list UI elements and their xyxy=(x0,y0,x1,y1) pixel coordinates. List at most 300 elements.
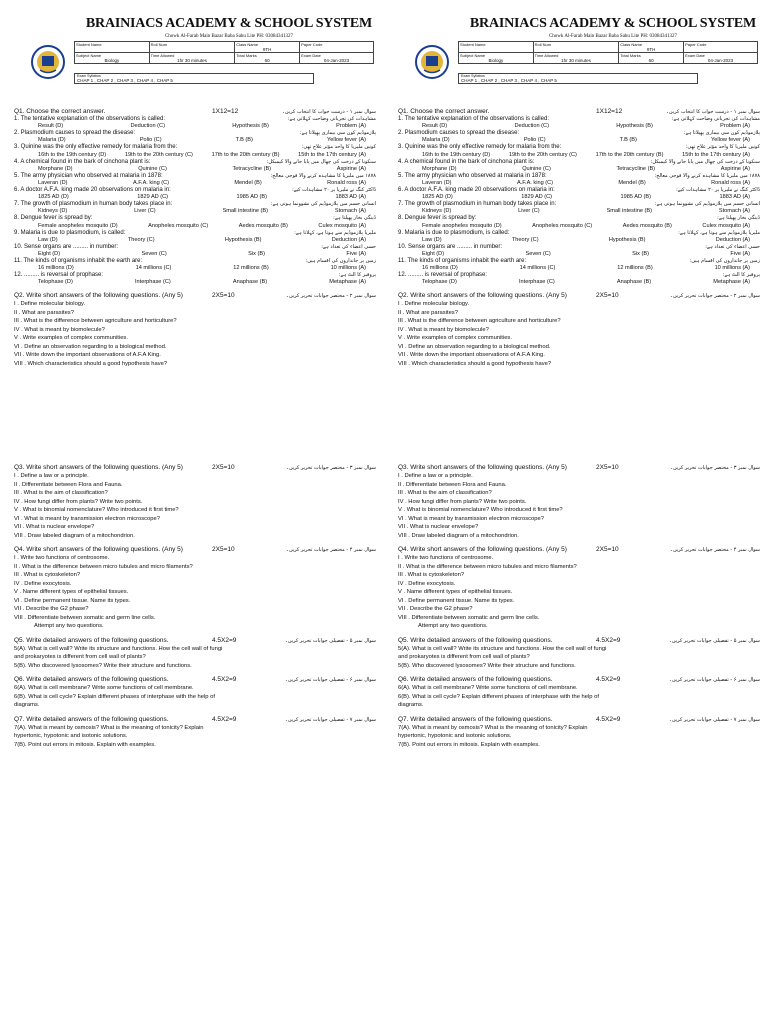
mcq-option: Yellow fever (A) xyxy=(711,137,750,144)
short-question-text: VI . Define permanent tissue. Name its types. xyxy=(398,597,515,604)
mcq-item xyxy=(14,272,376,286)
q4-note: Attempt any two questions. xyxy=(418,623,488,630)
q1-marks: 1X12=12 xyxy=(212,108,239,115)
q7-marks: 4.5X2=9 xyxy=(596,715,621,723)
student-name-label: Student Name xyxy=(76,42,102,47)
date-value: 04-Jan-2023 xyxy=(707,58,734,63)
q4-list xyxy=(14,554,376,622)
q7a: 7(A). What is meant by osmosis? What is the meaning of tonicity? Explain hypertonic, hypotonic and isotonic solutions. xyxy=(14,724,204,740)
short-question-text: VII . What is nuclear envelope? xyxy=(14,524,95,531)
mcq-item xyxy=(14,201,376,215)
mcq-option: Anopheles mosquito (C) xyxy=(148,222,209,229)
mcq-option: Polio (C) xyxy=(139,137,162,144)
paper-header xyxy=(14,14,376,102)
time-value: 1hr 30 minutes xyxy=(177,58,207,63)
mcq-option: Result (D) xyxy=(38,123,64,130)
mcq-question-urdu: زمین پر جانداروں کی اقسام ہیں: xyxy=(305,258,376,265)
short-question-text: III . What is the difference between agriculture and horticulture? xyxy=(398,318,561,325)
q5-marks: 4.5X2=9 xyxy=(212,636,237,644)
mcq-item xyxy=(398,230,760,244)
roll-num-label: Roll Num xyxy=(150,42,168,47)
mcq-question-urdu: کونین ملیریا کا واحد مؤثر علاج تھی: xyxy=(685,144,760,151)
q3-list xyxy=(398,472,760,540)
short-question xyxy=(14,309,376,318)
q6-urdu: سوال نمبر ۶ - تفصیلی جوابات تحریر کریں۔ xyxy=(284,677,376,684)
marks-value: 60 xyxy=(648,58,654,63)
short-question xyxy=(14,360,376,369)
mcq-option: 19th to the 20th century (C) xyxy=(508,151,577,158)
mcq-option: Metaphase (A) xyxy=(329,279,366,286)
mcq-question: 1. The tentative explanation of the observations is called: xyxy=(14,116,165,122)
subject-value: Biology xyxy=(104,58,120,63)
exam-date-label: Exam Date xyxy=(301,53,321,58)
q3-heading xyxy=(14,464,376,472)
mcq-question: 7. The growth of plasmodium in human body takes place in: xyxy=(14,201,173,208)
mcq-question: 10. Sense organs are ......... in number: xyxy=(398,243,503,250)
total-marks-label: Total Marks xyxy=(236,53,257,58)
mcq-option: Ronald ross (A) xyxy=(711,180,750,187)
short-question-text: I . Write two functions of centrosome. xyxy=(14,555,110,562)
mcq-question: 4. A chemical found in the bark of cinchona plant is: xyxy=(14,158,151,165)
q6a: 6(A). What is cell membrane? Write some functions of cell membrane. xyxy=(14,685,194,692)
paper-code-label: Paper Code xyxy=(685,42,707,47)
q3-urdu: سوال نمبر ۳ - مختصر جوابات تحریر کریں۔ xyxy=(286,465,376,472)
q6-urdu: سوال نمبر ۶ - تفصیلی جوابات تحریر کریں۔ xyxy=(668,677,760,684)
mcq-question: 2. Plasmodium causes to spread the disease: xyxy=(14,130,136,137)
q7-heading xyxy=(398,716,760,724)
mcq-item xyxy=(398,116,760,130)
short-question xyxy=(398,481,760,490)
subject-name-label: Subject Name xyxy=(76,53,102,58)
syllabus-box xyxy=(74,73,314,84)
mcq-option: 15th to the 17th century (A) xyxy=(682,151,750,158)
mcq-option: Yellow fever (A) xyxy=(327,137,366,144)
mcq-option: Culex mosquito (A) xyxy=(318,222,366,229)
short-question xyxy=(398,498,760,507)
short-question-text: V . What is binomial nomenclature? Who introduced it first time? xyxy=(14,507,179,514)
blank-gap xyxy=(398,368,760,458)
mcq-question: 9. Malaria is due to plasmodium, is called: xyxy=(14,229,126,236)
short-question xyxy=(398,343,760,352)
mcq-option: Eight (D) xyxy=(38,251,61,258)
short-question xyxy=(398,489,760,498)
q4-note: Attempt any two questions. xyxy=(34,623,104,630)
subject-value: Biology xyxy=(488,58,504,63)
paper-code-label: Paper Code xyxy=(301,42,323,47)
short-question xyxy=(14,481,376,490)
q7-urdu: سوال نمبر ۷ - تفصیلی جوابات تحریر کریں۔ xyxy=(668,716,760,723)
q1-heading xyxy=(14,108,376,116)
mcq-option: Five (A) xyxy=(730,251,750,258)
short-question-text: VI . Define an observation regarding to a biological method. xyxy=(14,343,167,350)
syllabus-box xyxy=(458,73,698,84)
short-question xyxy=(14,515,376,524)
mcq-option: Aedes mosquito (B) xyxy=(238,222,288,229)
time-allowed-label: Time Allowed xyxy=(150,53,175,58)
q5-title: Q5. Write detailed answers of the following questions. xyxy=(14,636,169,644)
mcq-option: Anaphase (B) xyxy=(616,279,652,286)
short-question-text: II . Differentiate between Flora and Fauna. xyxy=(398,481,507,488)
mcq-question: 10. Sense organs are ......... in number: xyxy=(14,243,119,250)
short-question-text: VII . Write down the important observations of A.F.A King. xyxy=(398,352,545,359)
time-value: 1hr 30 minutes xyxy=(561,58,591,63)
school-name: BRAINIACS ACADEMY & SCHOOL SYSTEM xyxy=(469,16,757,31)
paper-header xyxy=(398,14,760,102)
mcq-option: Small intestine (B) xyxy=(606,208,652,215)
q6b: 6(B). What is cell cycle? Explain different phases of interphase with the help of diagrams. xyxy=(14,693,215,709)
q4-heading xyxy=(398,546,760,554)
short-question-text: VII . Write down the important observations of A.F.A King. xyxy=(14,352,161,359)
mcq-option: Female anopheles mosquito (D) xyxy=(38,222,118,229)
mcq-option: Anopheles mosquito (C) xyxy=(532,222,593,229)
mcq-question-urdu: ۱۸۷۸ میں ملیریا کا مشاہدہ کرنے والا فوجی معالج: xyxy=(270,172,376,179)
class-name-label: Class Name xyxy=(236,42,259,47)
q3-list xyxy=(14,472,376,540)
short-question xyxy=(398,563,760,572)
mcq-option: Deduction (C) xyxy=(130,123,165,130)
short-question xyxy=(14,472,376,481)
short-question xyxy=(14,506,376,515)
mcq-question: 9. Malaria is due to plasmodium, is called: xyxy=(398,229,510,236)
syllabus-label: Exam Syllabus xyxy=(77,74,101,78)
q6b: 6(B). What is cell cycle? Explain different phases of interphase with the help of diagrams. xyxy=(398,693,599,709)
school-logo-icon xyxy=(414,44,450,80)
q6-title: Q6. Write detailed answers of the following questions. xyxy=(398,676,553,684)
short-question xyxy=(398,326,760,335)
mcq-option: 1985 AD (B) xyxy=(236,194,268,201)
q5-heading xyxy=(14,637,376,645)
school-address: Chowk Al-Farab Main Bazar Baba Sahu Lite PH: 03084341327 xyxy=(164,34,294,39)
mcq-option: Morphane (D) xyxy=(422,165,457,172)
mcq-question: 6. A doctor A.F.A. king made 20 observations on malaria in: xyxy=(398,187,555,194)
mcq-option: Anaphase (B) xyxy=(232,279,268,286)
short-question-text: VIII . Differentiate between somatic and germ line cells. xyxy=(398,614,540,621)
short-question-text: IV . What is meant by biomolecule? xyxy=(14,326,105,333)
q1-marks: 1X12=12 xyxy=(596,108,623,115)
mcq-option: 1829 AD (C) xyxy=(521,194,553,201)
time-allowed-label: Time Allowed xyxy=(534,53,559,58)
q1-title: Q1. Choose the correct answer. xyxy=(398,108,490,115)
mcq-item xyxy=(14,173,376,187)
short-question-text: I . Define molecular biology. xyxy=(14,301,86,308)
mcq-option: Kidneys (D) xyxy=(38,208,68,215)
short-question-text: VIII . Differentiate between somatic and germ line cells. xyxy=(14,614,156,621)
short-question xyxy=(398,506,760,515)
mcq-option: Laveran (D) xyxy=(422,180,452,187)
mcq-option: 1829 AD (C) xyxy=(137,194,169,201)
q2-title: Q2. Write short answers of the following questions. (Any 5) xyxy=(398,292,567,300)
short-question xyxy=(14,498,376,507)
mcq-option: Hypothesis (B) xyxy=(616,123,653,130)
mcq-option: 19th to the 20th century (C) xyxy=(124,151,193,158)
mcq-option: Hypothesis (B) xyxy=(224,236,262,243)
mcq-option: Hypothesis (B) xyxy=(232,123,269,130)
mcq-option: Laveran (D) xyxy=(38,180,68,187)
mcq-option: 17th to the 20th century (B) xyxy=(211,151,280,158)
q7-marks: 4.5X2=9 xyxy=(212,715,237,723)
short-question-text: I . Write two functions of centrosome. xyxy=(398,555,494,562)
mcq-question-urdu: ملیریا پلازموڈیم سے ہوتا ہے، کہلاتا ہے: xyxy=(678,229,760,236)
q6-heading xyxy=(398,676,760,684)
q4-title: Q4. Write short answers of the following questions. (Any 5) xyxy=(398,546,567,554)
mcq-question-urdu: پلازموڈیم کون سی بیماری پھیلاتا ہے: xyxy=(683,130,760,137)
mcq-question-urdu: ڈینگی بخار پھیلتا ہے: xyxy=(333,215,376,222)
q2-marks: 2X5=10 xyxy=(596,292,619,300)
exam-info-table xyxy=(74,41,374,64)
q7-title: Q7. Write detailed answers of the following questions. xyxy=(398,715,553,723)
short-question xyxy=(14,523,376,532)
short-question xyxy=(398,588,760,597)
mcq-option: 16 millions (D) xyxy=(422,265,458,272)
q5a: 5(A). What is cell wall? Write its structure and functions. How the cell wall of fungi and prokaryotes is different from cell wall of plants? xyxy=(14,645,223,661)
short-question-text: VIII . Which characteristics should a good hypothesis have? xyxy=(398,360,552,367)
q1-urdu: سوال نمبر ۱ - درست جواب کا انتخاب کریں۔ xyxy=(282,109,376,115)
mcq-option: Ronald ross (A) xyxy=(327,180,366,187)
q7b: 7(B). Point out errors in mitosis. Explain with examples. xyxy=(14,741,156,748)
class-name-label: Class Name xyxy=(620,42,643,47)
q4-urdu: سوال نمبر ۴ - مختصر جوابات تحریر کریں۔ xyxy=(670,547,760,554)
q2-list xyxy=(14,300,376,368)
syllabus-label: Exam Syllabus xyxy=(461,74,485,78)
mcq-question-urdu: پروفیز کا الٹ ہے: xyxy=(338,272,376,279)
mcq-item xyxy=(14,116,376,130)
short-question xyxy=(398,580,760,589)
short-question-text: V . Name different types of epithelial tissues. xyxy=(398,589,513,596)
mcq-option: Metaphase (A) xyxy=(713,279,750,286)
mcq-option: Telophase (D) xyxy=(422,279,457,286)
q5a: 5(A). What is cell wall? Write its structure and functions. How the cell wall of fungi and prokaryotes is different from cell wall of plants? xyxy=(398,645,607,661)
short-question-text: IV . How fungi differ from plants? Write two points. xyxy=(14,498,143,505)
short-question xyxy=(14,563,376,572)
q6-heading xyxy=(14,676,376,684)
mcq-option: 15th to the 17th century (A) xyxy=(298,151,366,158)
short-question xyxy=(398,472,760,481)
short-question-text: VIII . Draw labeled diagram of a mitochondrion. xyxy=(14,532,135,539)
q6-marks: 4.5X2=9 xyxy=(596,676,621,684)
q3-title: Q3. Write short answers of the following questions. (Any 5) xyxy=(398,464,567,472)
mcq-question-urdu: ۱۸۷۸ میں ملیریا کا مشاہدہ کرنے والا فوجی معالج: xyxy=(654,172,760,179)
mcq-option: Malaria (D) xyxy=(38,137,66,144)
short-question-text: IV . What is meant by biomolecule? xyxy=(398,326,489,333)
short-question-text: VIII . Which characteristics should a good hypothesis have? xyxy=(14,360,168,367)
mcq-option: Culex mosquito (A) xyxy=(702,222,750,229)
mcq-question: 7. The growth of plasmodium in human body takes place in: xyxy=(398,201,557,208)
short-question-text: VI . Define permanent tissue. Name its types. xyxy=(14,597,131,604)
mcq-option: 14 millions (C) xyxy=(519,265,556,272)
q5-urdu: سوال نمبر ۵ - تفصیلی جوابات تحریر کریں۔ xyxy=(668,637,760,644)
mcq-option: Liver (C) xyxy=(134,208,156,215)
short-question-text: II . What are parasites? xyxy=(398,309,458,316)
school-logo-icon xyxy=(30,44,66,80)
exam-info-table xyxy=(458,41,758,64)
short-question xyxy=(398,351,760,360)
short-question-text: V . Name different types of epithelial tissues. xyxy=(14,589,129,596)
short-question xyxy=(14,614,376,623)
mcq-option: 16th to the 19th century (D) xyxy=(422,151,491,158)
mcq-question-urdu: پروفیز کا الٹ ہے: xyxy=(722,272,760,279)
mcq-option: Mendel (B) xyxy=(234,180,262,187)
mcq-option: Mendel (B) xyxy=(618,180,646,187)
mcq-option: Malaria (D) xyxy=(422,137,450,144)
mcq-option: Law (D) xyxy=(422,236,442,243)
q5b: 5(B). Who discovered lysosomes? Write their structure and functions. xyxy=(14,662,192,669)
q2-title: Q2. Write short answers of the following questions. (Any 5) xyxy=(14,292,183,300)
mcq-option: T.B (B) xyxy=(235,137,253,144)
short-question-text: VI . What is meant by transmission electron microscope? xyxy=(398,515,544,522)
mcq-option: Stomach (A) xyxy=(718,208,750,215)
q5b: 5(B). Who discovered lysosomes? Write their structure and functions. xyxy=(398,662,576,669)
short-question xyxy=(14,300,376,309)
q1-urdu: سوال نمبر ۱ - درست جواب کا انتخاب کریں۔ xyxy=(666,109,760,115)
mcq-question-urdu: سنکونا کے درخت کی چھال میں پایا جانے والا کیمیکل: xyxy=(266,158,376,165)
q2-urdu: سوال نمبر ۲ - مختصر جوابات تحریر کریں۔ xyxy=(286,293,376,300)
mcq-option: Law (D) xyxy=(38,236,58,243)
mcq-option: Tetracycline (B) xyxy=(616,165,656,172)
q3-title: Q3. Write short answers of the following questions. (Any 5) xyxy=(14,464,183,472)
short-question-text: VII . Describe the G2 phase? xyxy=(14,606,89,613)
mcq-item xyxy=(14,258,376,272)
mcq-option: Morphane (D) xyxy=(38,165,73,172)
mcq-option: 16th to the 19th century (D) xyxy=(38,151,107,158)
short-question-text: III . What is the difference between agriculture and horticulture? xyxy=(14,318,177,325)
short-question-text: IV . How fungi differ from plants? Write two points. xyxy=(398,498,527,505)
q2-urdu: سوال نمبر ۲ - مختصر جوابات تحریر کریں۔ xyxy=(670,293,760,300)
mcq-option: Seven (C) xyxy=(141,251,167,258)
mcq-option: Quinine (C) xyxy=(522,165,551,172)
mcq-option: Theory (C) xyxy=(127,236,155,243)
q1-list xyxy=(14,116,376,286)
short-question xyxy=(14,334,376,343)
mcq-question: 5. The army physician who observed at malaria in 1878: xyxy=(398,172,547,179)
mcq-question: 12. ......... is reversal of prophase: xyxy=(398,272,488,279)
mcq-option: Liver (C) xyxy=(518,208,540,215)
q4-list xyxy=(398,554,760,622)
short-question xyxy=(398,571,760,580)
q5-title: Q5. Write detailed answers of the following questions. xyxy=(398,636,553,644)
q1-heading xyxy=(398,108,760,116)
student-name-label: Student Name xyxy=(460,42,486,47)
mcq-option: 1883 AD (A) xyxy=(335,194,366,201)
school-name: BRAINIACS ACADEMY & SCHOOL SYSTEM xyxy=(85,16,373,31)
short-question-text: IV . Define exocytosis. xyxy=(398,580,456,587)
mcq-option: Six (B) xyxy=(248,251,265,258)
short-question xyxy=(14,571,376,580)
mcq-option: Telophase (D) xyxy=(38,279,73,286)
short-question xyxy=(14,605,376,614)
mcq-option: Stomach (A) xyxy=(334,208,366,215)
mcq-question: 2. Plasmodium causes to spread the disease: xyxy=(398,130,520,137)
q6a: 6(A). What is cell membrane? Write some functions of cell membrane. xyxy=(398,685,578,692)
mcq-option: 16 millions (D) xyxy=(38,265,74,272)
mcq-item xyxy=(14,230,376,244)
mcq-item xyxy=(398,272,760,286)
blank-gap xyxy=(14,368,376,458)
short-question xyxy=(398,532,760,541)
short-question xyxy=(14,597,376,606)
q3-marks: 2X5=10 xyxy=(596,464,619,472)
short-question xyxy=(398,554,760,563)
short-question-text: I . Define a law or a principle. xyxy=(14,473,89,480)
mcq-question-urdu: مشاہدات کی تجرباتی وضاحت کہلاتی ہے: xyxy=(287,116,376,122)
mcq-question: 1. The tentative explanation of the observations is called: xyxy=(398,116,549,122)
short-question xyxy=(398,523,760,532)
q5-urdu: سوال نمبر ۵ - تفصیلی جوابات تحریر کریں۔ xyxy=(284,637,376,644)
mcq-question-urdu: حسی اعضاء کی تعداد ہے: xyxy=(705,243,760,250)
short-question xyxy=(398,597,760,606)
short-question-text: VII . Describe the G2 phase? xyxy=(398,606,473,613)
q2-heading xyxy=(398,292,760,300)
exam-date-label: Exam Date xyxy=(685,53,705,58)
q5-heading xyxy=(398,637,760,645)
mcq-option: 12 millions (B) xyxy=(233,265,269,272)
short-question xyxy=(14,489,376,498)
q4-marks: 2X5=10 xyxy=(212,546,235,554)
q7b: 7(B). Point out errors in mitosis. Explain with examples. xyxy=(398,741,540,748)
short-question-text: III . What is the aim of classification? xyxy=(398,490,492,497)
mcq-question-urdu: زمین پر جانداروں کی اقسام ہیں: xyxy=(689,258,760,265)
mcq-question-urdu: انسانی جسم میں پلازموڈیم کی نشوونما ہوتی ہے: xyxy=(270,201,376,208)
mcq-option: Seven (C) xyxy=(525,251,551,258)
q1-title: Q1. Choose the correct answer. xyxy=(14,108,106,115)
mcq-question: 8. Dengue fever is spread by: xyxy=(14,215,93,222)
mcq-option: Polio (C) xyxy=(523,137,546,144)
short-question xyxy=(14,532,376,541)
mcq-option: 12 millions (B) xyxy=(617,265,653,272)
mcq-item xyxy=(398,130,760,144)
q7a: 7(A). What is meant by osmosis? What is the meaning of tonicity? Explain hypertonic, hypotonic and isotonic solutions. xyxy=(398,724,588,740)
mcq-option: Aedes mosquito (B) xyxy=(622,222,672,229)
mcq-item xyxy=(14,244,376,258)
mcq-option: Interphase (C) xyxy=(518,279,555,286)
mcq-option: Deduction (C) xyxy=(514,123,549,130)
mcq-option: Problem (A) xyxy=(336,123,366,130)
mcq-option: 1985 AD (B) xyxy=(620,194,652,201)
mcq-option: Interphase (C) xyxy=(134,279,171,286)
short-question xyxy=(398,614,760,623)
mcq-option: Tetracycline (B) xyxy=(232,165,272,172)
mcq-item xyxy=(398,159,760,173)
short-question-text: V . What is binomial nomenclature? Who introduced it first time? xyxy=(398,507,563,514)
mcq-item xyxy=(398,187,760,201)
mcq-question-urdu: حسی اعضاء کی تعداد ہے: xyxy=(321,243,376,250)
q4-title: Q4. Write short answers of the following questions. (Any 5) xyxy=(14,546,183,554)
school-address: Chowk Al-Farab Main Bazar Baba Sahu Lite PH: 03084341327 xyxy=(548,34,678,39)
mcq-option: Eight (D) xyxy=(422,251,445,258)
mcq-option: Deduction (A) xyxy=(331,236,366,243)
syllabus-value: CHAP 1 , CHAP 2 , CHAP 3 , CHAP 4 , CHAP 5 xyxy=(77,78,173,83)
mcq-item xyxy=(398,173,760,187)
q3-heading xyxy=(398,464,760,472)
mcq-question: 6. A doctor A.F.A. king made 20 observations on malaria in: xyxy=(14,187,171,194)
short-question-text: VIII . Draw labeled diagram of a mitochondrion. xyxy=(398,532,519,539)
mcq-option: Five (A) xyxy=(346,251,366,258)
short-question-text: III . What is the aim of classification? xyxy=(14,490,108,497)
mcq-option: A.F.A. king (C) xyxy=(132,180,169,187)
short-question xyxy=(398,360,760,369)
q5-marks: 4.5X2=9 xyxy=(596,636,621,644)
mcq-option: 1825 AD (D) xyxy=(422,194,453,201)
short-question xyxy=(398,309,760,318)
class-value: 9TH xyxy=(646,47,656,52)
mcq-question: 5. The army physician who observed at malaria in 1878: xyxy=(14,172,163,179)
short-question xyxy=(398,334,760,343)
mcq-question: 11. The kinds of organisms inhabit the earth are: xyxy=(14,258,143,265)
mcq-option: Kidneys (D) xyxy=(422,208,452,215)
q1-list xyxy=(398,116,760,286)
mcq-option: Small intestine (B) xyxy=(222,208,268,215)
short-question xyxy=(398,317,760,326)
short-question-text: II . What is the difference between micro tubules and micro filaments? xyxy=(398,563,577,570)
